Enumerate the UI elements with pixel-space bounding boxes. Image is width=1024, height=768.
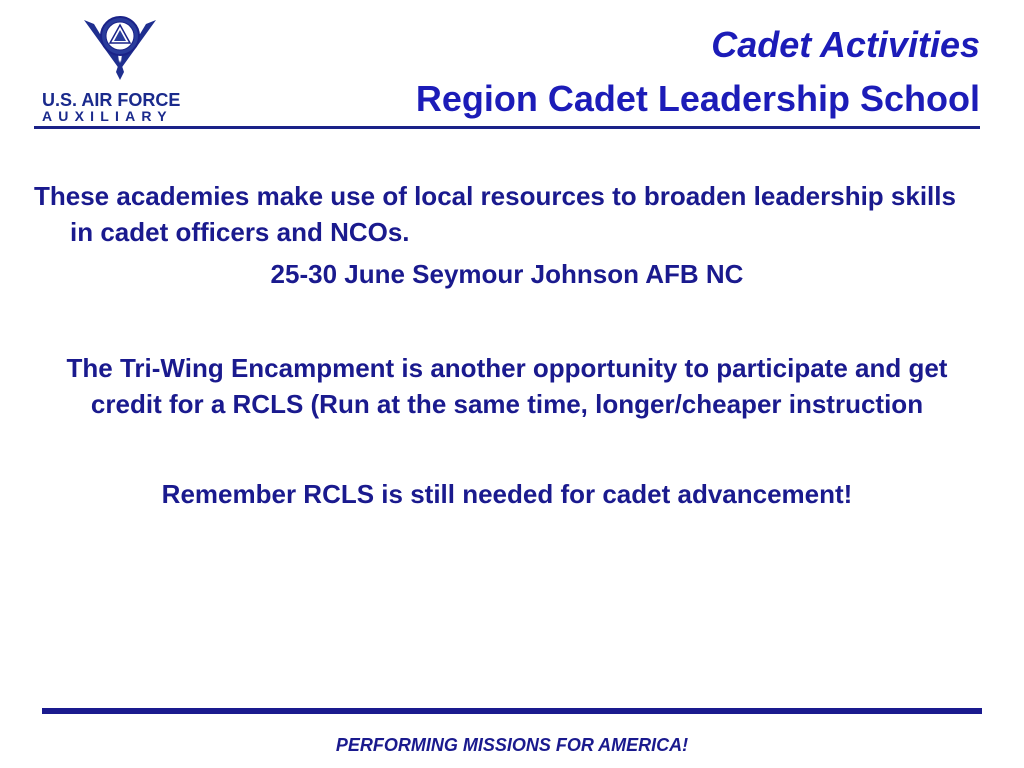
footer-divider <box>42 708 982 714</box>
footer-slogan: PERFORMING MISSIONS FOR AMERICA! <box>335 735 689 755</box>
page-subtitle: Region Cadet Leadership School <box>415 78 980 119</box>
body-paragraph-academies: These academies make use of local resources to broaden leadership skills in cadet officers and NCOs. <box>34 181 956 247</box>
logo-line-2: AUXILIARY <box>42 108 173 124</box>
body-paragraph-reminder: Remember RCLS is still needed for cadet advancement! <box>161 479 853 509</box>
cap-wings-emblem-icon <box>80 10 160 88</box>
page-title: Cadet Activities <box>711 24 980 65</box>
title-divider <box>34 126 980 129</box>
logo-line-1: U.S. AIR FORCE <box>42 90 181 110</box>
slide-body <box>34 178 980 512</box>
body-paragraph-tri-wing: The Tri-Wing Encampment is another opportunity to participate and get credit for a RCLS (Run at the same time, longer/cheaper instruction <box>66 353 948 419</box>
cap-logo <box>38 10 198 126</box>
body-paragraph-dates: 25-30 June Seymour Johnson AFB NC <box>270 259 744 289</box>
